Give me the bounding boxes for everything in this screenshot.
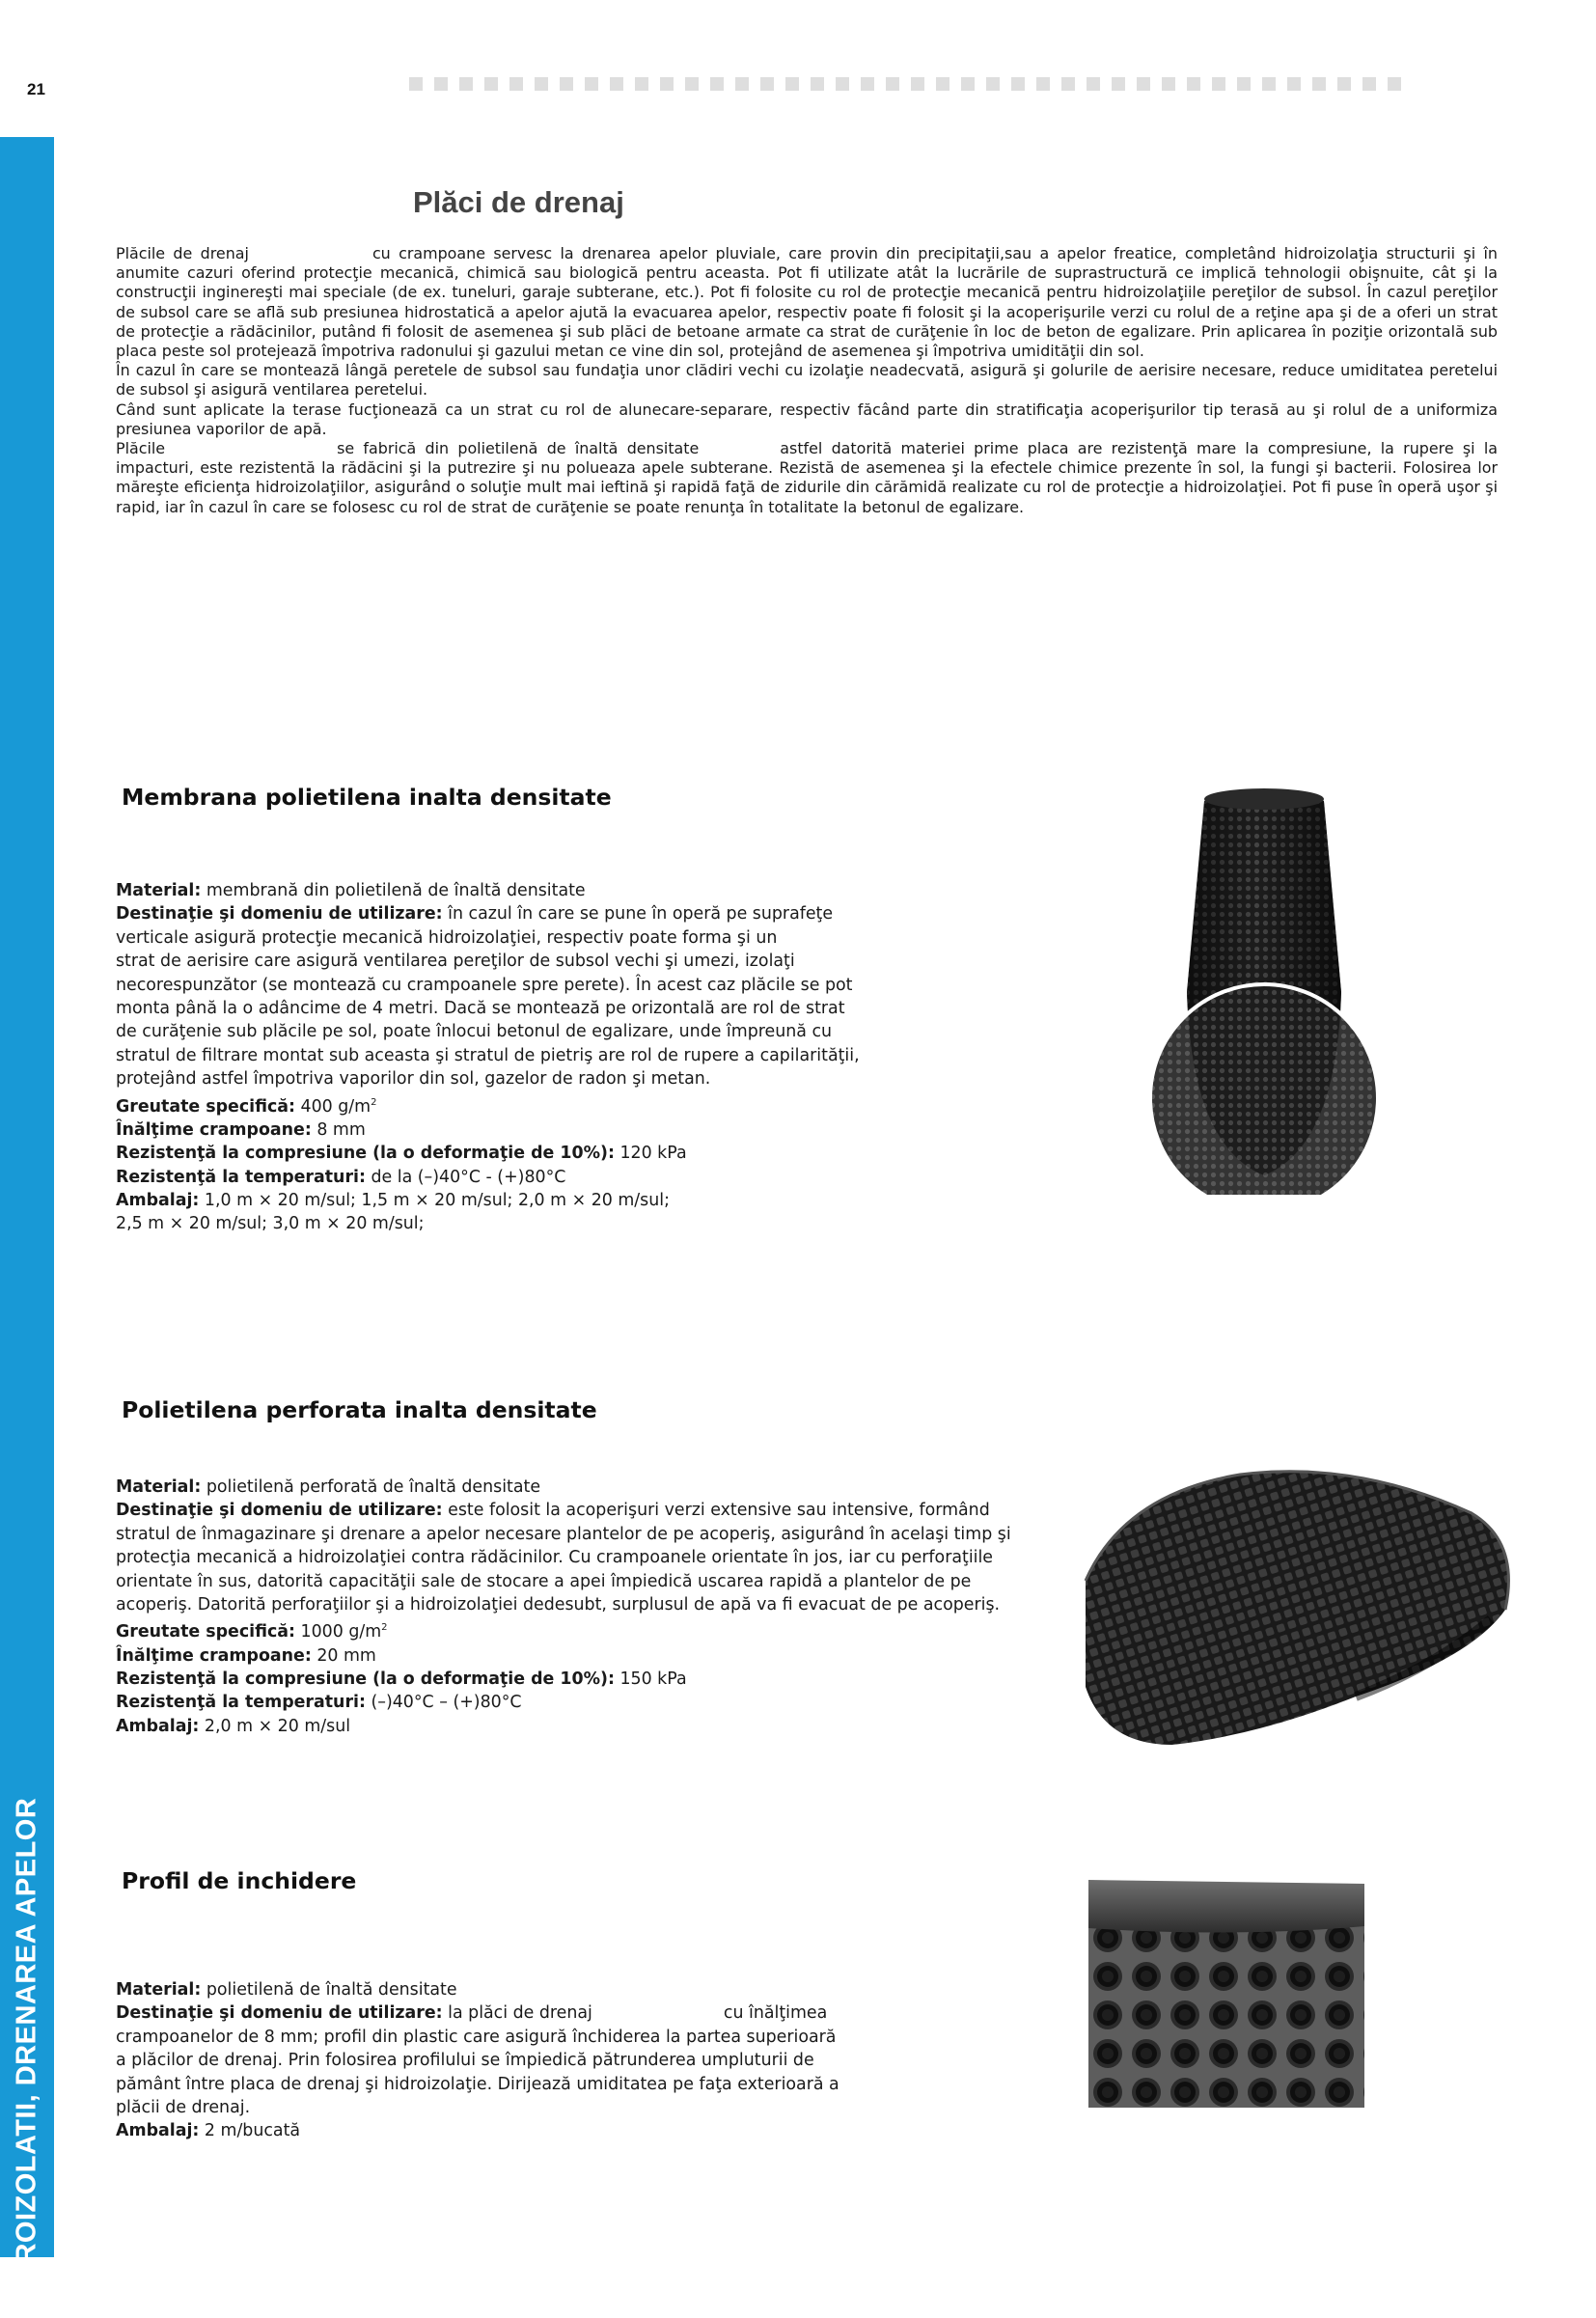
page-number: 21 <box>27 80 45 98</box>
page-title: Plăci de drenaj <box>413 185 624 219</box>
decorative-square <box>484 77 498 91</box>
decorative-square <box>1061 77 1075 91</box>
decorative-square <box>459 77 473 91</box>
decorative-square <box>635 77 648 91</box>
chapter-title: HIDROIZOLATII, DRENAREA APELOR <box>11 1797 42 2313</box>
decorative-square <box>1388 77 1401 91</box>
decorative-square <box>509 77 523 91</box>
decorative-square <box>936 77 949 91</box>
decorative-square <box>785 77 799 91</box>
decorative-square <box>986 77 1000 91</box>
decorative-square <box>811 77 824 91</box>
intro-paragraph-3: Când sunt aplicate la terase fucţionează ca un strat cu rol de alunecare-separare, respectiv făcând parte din stratificaţia acoperişurilor tip terasă au şi rolul de a uniformiza presiunea vaporilor de apă. <box>116 400 1498 438</box>
decorative-square <box>560 77 573 91</box>
decorative-square <box>1362 77 1376 91</box>
section-specs-membrana: Material: membrană din polietilenă de înaltă densitate Destinaţie şi domeniu de utilizare: în cazul în care se pune în operă pe suprafeţe verticale asigură protecţie mecanică hidroizolaţiei, respectiv poate forma şi un strat de aerisire care asigură ventilarea pereţilor de subsol vechi şi umezi, izolaţi necorespunzător (se montează cu crampoanele spre perete). În acest caz plăcile se pot monta până la o adâncime de 4 metri. Dacă se montează pe orizontală are rol de strat de curăţenie sub plăcile pe sol, poate înlocui betonul de egalizare, unde împreună cu stratul de filtrare montat sub aceasta şi stratul de pietriş are rol de rupere a capilarităţii, protejând astfel împotriva vaporilor din sol, gazelor de radon şi metan. Greutate specifică: 400 $g/m^2$ Înălţime crampoane: 8 mm Rezistenţă la compresiune (la o deformaţie de 10%): 120 kPa Rezistenţă la temperaturi: de la (–)40°C - (+)80°C Ambalaj: 1,0 m × 20 m/sul; 1,5 m × 20 m/sul; 2,0 m × 20 m/sul; 2,5 m × 20 m/sul; 3,0 m × 20 m/sul; <box>116 881 860 1234</box>
section-specs-profil: Material: polietilenă de înaltă densitate Destinaţie şi domeniu de utilizare: la plăci de drenaj cu înălţimea crampoanelor de 8 mm; profil din plastic care asigură închiderea la partea superioară a plăcilor de drenaj. Prin folosirea profilului se împiedică pătrunderea umpluturii de pământ între placa de drenaj şi hidroizolaţie. Dirijează umiditatea pe faţa exterioară a plăcii de drenaj. Ambalaj: 2 m/bucată <box>116 1980 839 2141</box>
decorative-square <box>1262 77 1276 91</box>
closing-profile-image <box>1088 1880 1364 2108</box>
decorative-square <box>434 77 448 91</box>
decorative-squares <box>409 77 1401 91</box>
decorative-square <box>535 77 548 91</box>
decorative-square <box>735 77 749 91</box>
decorative-square <box>961 77 975 91</box>
decorative-square <box>1137 77 1150 91</box>
decorative-square <box>1312 77 1326 91</box>
decorative-square <box>1337 77 1351 91</box>
decorative-square <box>911 77 924 91</box>
intro-paragraph-4: Plăcile se fabrică din polietilenă de înaltă densitate astfel datorită materiei prime placa are rezistenţă mare la compresiune, la rupere şi la impacturi, este rezistentă la rădăcini şi la putrezire şi nu polueaza apele subterane. Rezistă de asemenea şi la efectele chimice prezente în sol, la fungi şi bacterii. Folosirea lor măreşte eficienţa hidroizolaţiilor, asigurând o soluţie mult mai ieftină şi rapidă faţă de zidurile din cărămidă realizate cu rol de protecţie a hidroizolaţiei. Pot fi puse în operă uşor şi rapid, iar în cazul în care se folosesc cu rol de strat de curăţenie se poate renunţa în totalitate la betonul de egalizare. <box>116 439 1498 516</box>
decorative-square <box>1162 77 1175 91</box>
decorative-square <box>861 77 874 91</box>
decorative-square <box>1187 77 1200 91</box>
decorative-square <box>1212 77 1225 91</box>
decorative-square <box>409 77 423 91</box>
chapter-sidebar <box>0 137 54 2313</box>
decorative-square <box>660 77 674 91</box>
decorative-square <box>1036 77 1050 91</box>
decorative-square <box>1287 77 1301 91</box>
section-title-membrana: Membrana polietilena inalta densitate <box>122 784 612 811</box>
decorative-square <box>1011 77 1025 91</box>
decorative-square <box>886 77 899 91</box>
decorative-square <box>1237 77 1251 91</box>
intro-paragraph-1: Plăcile de drenaj cu crampoane servesc la drenarea apelor pluviale, care provin din precipitaţii,sau a apelor freatice, completând hidroizolaţia structurii şi în anumite cazuri oferind protecţie mecanică, chimică sau biologică pentru aceasta. Pot fi utilizate atât la lucrările de suprastructură ce implică tehnologii obişnuite, cât şi la construcţii inginereşti mai speciale (de ex. tuneluri, garaje subterane, etc.). Pot fi folosite cu rol de protecţie mecanică pentru hidroizolaţiile pereţilor de subsol. În cazul pereţilor de subsol care se află sub presiunea hidrostatică a apelor ajută la evacuarea apelor, respectiv poate fi folosit şi la acoperişurile verzi cu rolul de a reţine apa şi de a oferi un strat de protecţie a rădăcinilor, putând fi folosit de asemenea şi sub plăci de betoane armate ca strat de curăţenie în loc de beton de egalizare. Prin aplicarea în poziţie orizontală sub placa peste sol protejează împotriva radonului şi gazului metan ce vine din sol, protejând de asemenea şi împotriva umidităţii din sol. <box>116 244 1498 361</box>
decorative-square <box>685 77 699 91</box>
decorative-square <box>760 77 774 91</box>
section-specs-perforata: Material: polietilenă perforată de înaltă densitate Destinaţie şi domeniu de utilizare: este folosit la acoperişuri verzi extensive sau intensive, formând stratul de înmagazinare şi drenare a apelor necesare plantelor de pe acoperiş, asigurând în acelaşi timp şi protecţia mecanică a hidroizolaţiei contra rădăcinilor. Cu crampoanele orientate în jos, iar cu perforaţiile orientate în sus, datorită capacităţii sale de stocare a apei împiedică uscarea rapidă a plantelor de pe acoperiş. Datorită perforaţiilor şi a hidroizolaţiei dedesubt, surplusul de apă va fi evacuat de pe acoperiş. Greutate specifică: 1000 $g/m^2$ Înălţime crampoane: 20 mm Rezistenţă la compresiune (la o deformaţie de 10%): 150 kPa Rezistenţă la temperaturi: (–)40°C – (+)80°C Ambalaj: 2,0 m × 20 m/sul <box>116 1477 1011 1736</box>
intro-paragraph-2: În cazul în care se montează lângă peretele de subsol sau fundaţia unor clădiri vechi cu izolaţie neadecvată, asigură şi golurile de aerisire necesare, reduce umiditatea peretelui de subsol şi asigură ventilarea peretelui. <box>116 361 1498 400</box>
decorative-square <box>710 77 724 91</box>
membrane-roll-image <box>1148 780 1380 1195</box>
decorative-square <box>1112 77 1125 91</box>
intro-text <box>116 244 1498 517</box>
perforated-sheet-image <box>1066 1436 1525 1764</box>
decorative-square <box>585 77 598 91</box>
section-title-profil: Profil de inchidere <box>122 1867 357 1894</box>
decorative-square <box>836 77 849 91</box>
section-title-perforata: Polietilena perforata inalta densitate <box>122 1396 597 1423</box>
decorative-square <box>610 77 623 91</box>
decorative-square <box>1087 77 1100 91</box>
